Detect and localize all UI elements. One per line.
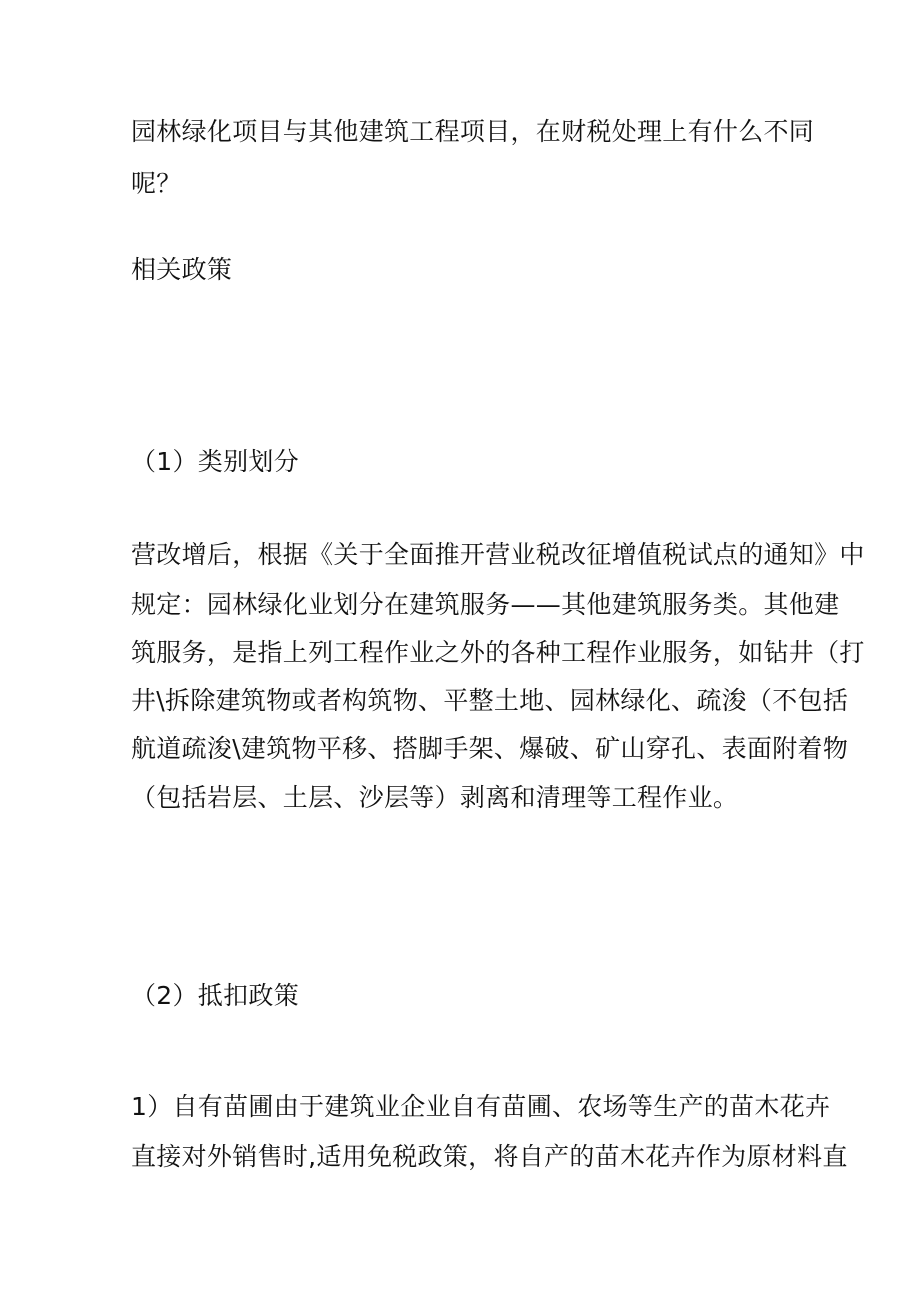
subsection-2-heading: （2）抵扣政策 (131, 981, 300, 1010)
question-line-1: 园林绿化项目与其他建筑工程项目，在财税处理上有什么不同 (131, 117, 815, 146)
subsection-2-paragraph-line: 直接对外销售时,适用免税政策，将自产的苗木花卉作为原材料直 (131, 1142, 848, 1171)
subsection-1-paragraph-line: 规定：园林绿化业划分在建筑服务——其他建筑服务类。其他建 (131, 590, 840, 619)
subsection-1-paragraph-line: 井\拆除建筑物或者构筑物、平整土地、园林绿化、疏浚（不包括 (131, 686, 849, 715)
subsection-1-heading: （1）类别划分 (131, 447, 300, 476)
subsection-1-paragraph-line: 筑服务，是指上列工程作业之外的各种工程作业服务，如钻井（打 (131, 638, 865, 667)
subsection-2-paragraph-line: 1）自有苗圃由于建筑业企业自有苗圃、农场等生产的苗木花卉 (131, 1092, 831, 1121)
question-line-2: 呢？ (131, 169, 182, 198)
subsection-1-paragraph-line: （包括岩层、土层、沙层等）剥离和清理等工程作业。 (131, 783, 739, 812)
section-title: 相关政策 (131, 255, 233, 284)
subsection-1-paragraph-line: 航道疏浚\建筑物平移、搭脚手架、爆破、矿山穿孔、表面附着物 (131, 734, 849, 763)
subsection-1-paragraph-line: 营改增后，根据《关于全面推开营业税改征增值税试点的通知》中 (131, 540, 865, 569)
